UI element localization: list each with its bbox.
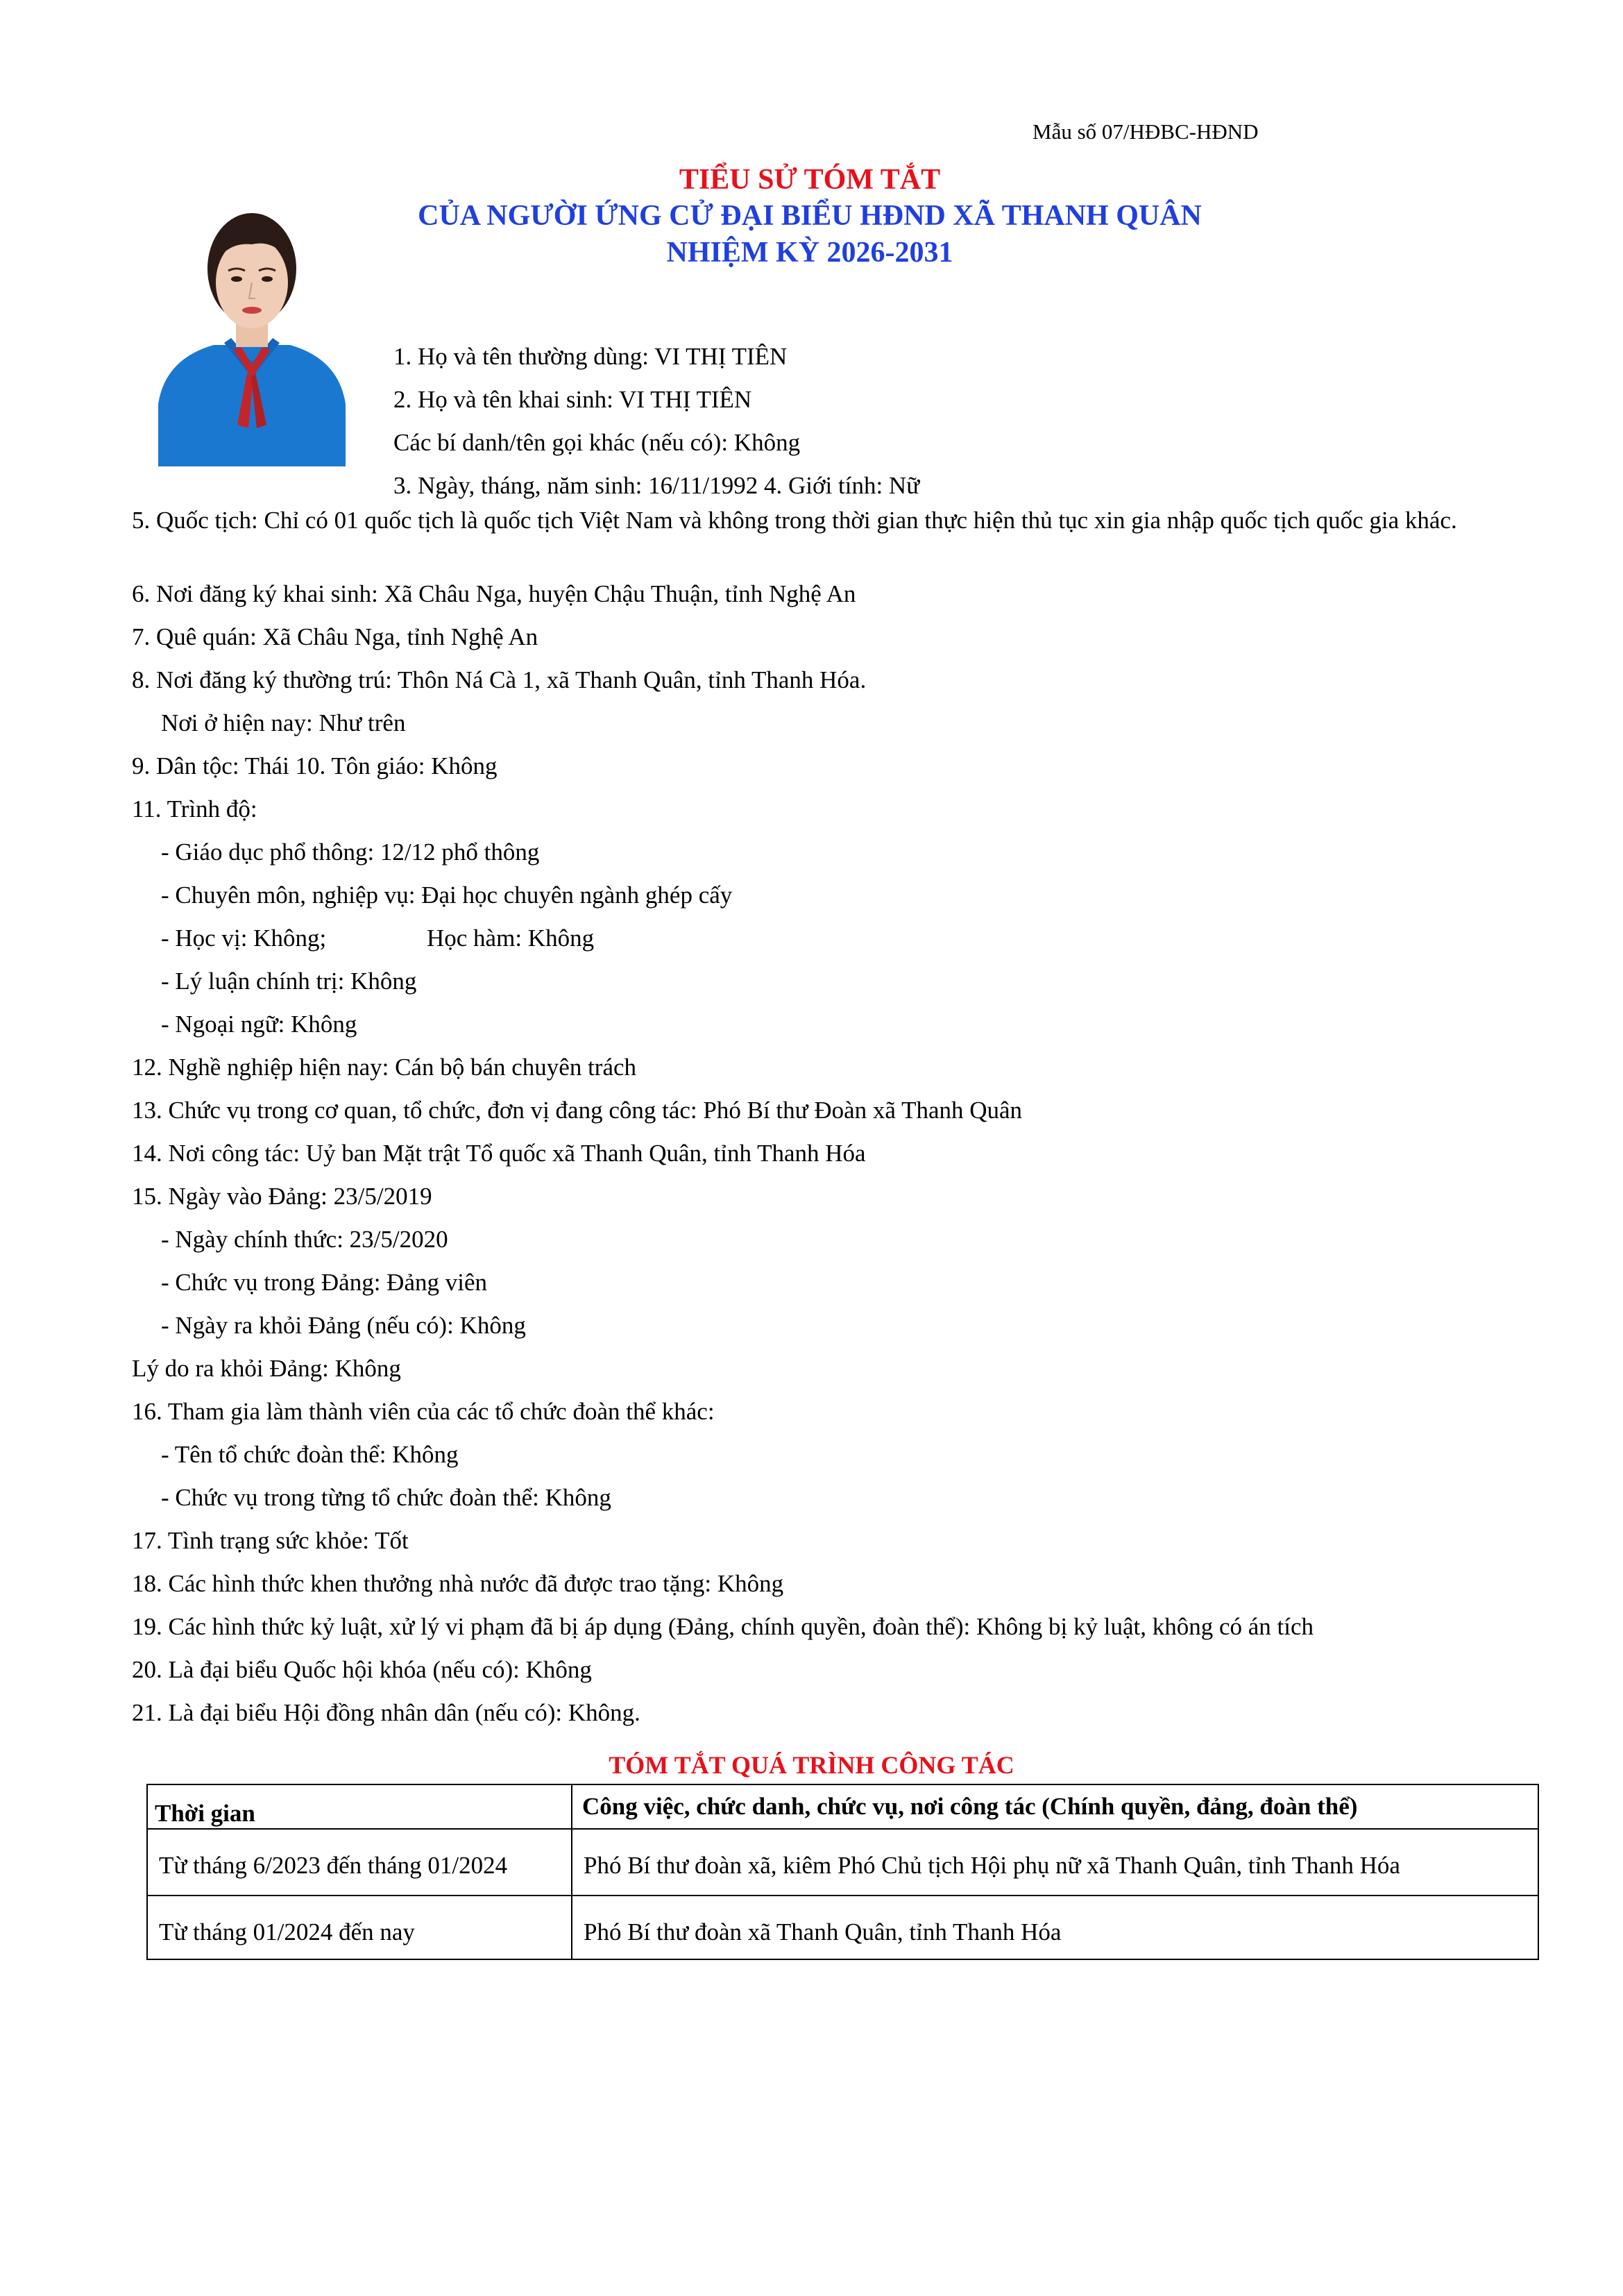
work-history-table <box>146 1784 1539 1960</box>
portrait-illustration <box>158 196 346 466</box>
field-party-leave-reason: Lý do ra khỏi Đảng: Không <box>132 1355 401 1382</box>
column-header-time: Thời gian <box>147 1784 572 1829</box>
table-row <box>147 1829 1538 1896</box>
field-permanent-residence: 8. Nơi đăng ký thường trú: Thôn Ná Cà 1, xã Thanh Quân, tỉnh Thanh Hóa. <box>132 666 867 693</box>
field-party-leave-date: - Ngày ra khỏi Đảng (nếu có): Không <box>161 1312 526 1339</box>
field-nationality: 5. Quốc tịch: Chỉ có 01 quốc tịch là quốc tịch Việt Nam và không trong thời gian thực hiện thủ tục xin gia nhập quốc tịch quốc gia khác. <box>132 507 1457 534</box>
field-workplace: 14. Nơi công tác: Uỷ ban Mặt trật Tổ quốc xã Thanh Quân, tỉnh Thanh Hóa <box>132 1140 866 1167</box>
field-party-position: - Chức vụ trong Đảng: Đảng viên <box>161 1269 487 1296</box>
table-header-row <box>147 1784 1538 1829</box>
field-ethnicity-religion: 9. Dân tộc: Thái 10. Tôn giáo: Không <box>132 752 498 779</box>
work-history-title: TÓM TẮT QUÁ TRÌNH CÔNG TÁC <box>609 1751 1014 1779</box>
cell-role: Phó Bí thư đoàn xã Thanh Quân, tỉnh Thanh Hóa <box>572 1896 1538 1959</box>
field-organization-name: - Tên tổ chức đoàn thể: Không <box>161 1441 459 1468</box>
table-row <box>147 1896 1538 1959</box>
cell-role: Phó Bí thư đoàn xã, kiêm Phó Chủ tịch Hội phụ nữ xã Thanh Quân, tỉnh Thanh Hóa <box>572 1829 1538 1896</box>
field-occupation: 12. Nghề nghiệp hiện nay: Cán bộ bán chuyên trách <box>132 1054 637 1081</box>
field-party-official-date: - Ngày chính thức: 23/5/2020 <box>161 1226 448 1253</box>
field-health: 17. Tình trạng sức khỏe: Tốt <box>132 1527 409 1554</box>
field-academic-title: Học hàm: Không <box>427 925 595 952</box>
field-common-name: 1. Họ và tên thường dùng: VI THỊ TIÊN <box>393 343 788 370</box>
field-organizations-heading: 16. Tham gia làm thành viên của các tổ chức đoàn thể khác: <box>132 1398 715 1425</box>
field-birth-registration: 6. Nơi đăng ký khai sinh: Xã Châu Nga, huyện Chậu Thuận, tỉnh Nghệ An <box>132 580 856 607</box>
field-current-residence: Nơi ở hiện nay: Như trên <box>161 709 406 736</box>
document-title: TIỂU SỬ TÓM TẮT <box>679 164 941 196</box>
candidate-portrait-photo <box>158 196 346 466</box>
column-header-role: Công việc, chức danh, chức vụ, nơi công tác (Chính quyền, đảng, đoàn thể) <box>572 1784 1538 1829</box>
cell-time: Từ tháng 6/2023 đến tháng 01/2024 <box>147 1829 572 1896</box>
field-peoples-council: 21. Là đại biểu Hội đồng nhân dân (nếu có): Không. <box>132 1699 640 1726</box>
document-term: NHIỆM KỲ 2026-2031 <box>666 237 953 269</box>
field-awards: 18. Các hình thức khen thưởng nhà nước đã được trao tặng: Không <box>132 1570 784 1597</box>
cell-time: Từ tháng 01/2024 đến nay <box>147 1896 572 1959</box>
form-code: Mẫu số 07/HĐBC-HĐND <box>1033 119 1259 144</box>
field-birthdate-gender: 3. Ngày, tháng, năm sinh: 16/11/1992 4. Giới tính: Nữ <box>393 472 920 499</box>
field-organization-position: - Chức vụ trong từng tổ chức đoàn thể: Không <box>161 1484 611 1511</box>
field-hometown: 7. Quê quán: Xã Châu Nga, tỉnh Nghệ An <box>132 623 538 650</box>
field-specialization: - Chuyên môn, nghiệp vụ: Đại học chuyên ngành ghép cấy <box>161 881 733 909</box>
field-political-theory: - Lý luận chính trị: Không <box>161 968 417 995</box>
field-degree: - Học vị: Không; <box>161 925 327 952</box>
document-subtitle: CỦA NGƯỜI ỨNG CỬ ĐẠI BIỂU HĐND XÃ THANH QUÂN <box>418 200 1202 232</box>
field-party-join-date: 15. Ngày vào Đảng: 23/5/2019 <box>132 1183 432 1210</box>
field-general-education: - Giáo dục phổ thông: 12/12 phổ thông <box>161 838 540 866</box>
field-national-assembly: 20. Là đại biểu Quốc hội khóa (nếu có): Không <box>132 1656 592 1683</box>
field-foreign-language: - Ngoại ngữ: Không <box>161 1011 357 1038</box>
field-education-heading: 11. Trình độ: <box>132 795 257 822</box>
field-discipline: 19. Các hình thức kỷ luật, xử lý vi phạm đã bị áp dụng (Đảng, chính quyền, đoàn thể): Không bị kỷ luật, không có án tích <box>132 1613 1314 1640</box>
field-birth-name: 2. Họ và tên khai sinh: VI THỊ TIÊN <box>393 386 752 413</box>
field-position: 13. Chức vụ trong cơ quan, tổ chức, đơn vị đang công tác: Phó Bí thư Đoàn xã Thanh Quân <box>132 1097 1023 1124</box>
field-aliases: Các bí danh/tên gọi khác (nếu có): Không <box>393 429 801 456</box>
